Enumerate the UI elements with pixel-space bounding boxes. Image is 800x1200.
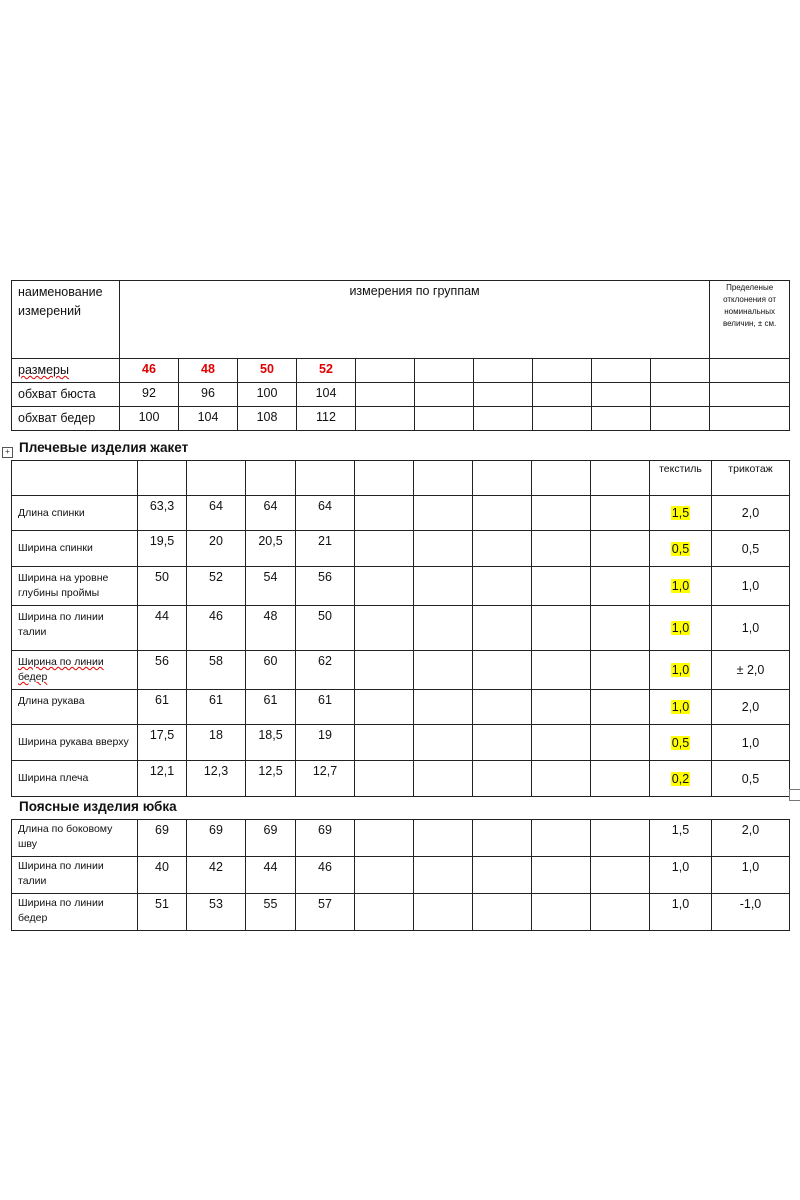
row-label: Ширина по линии бедер: [12, 894, 138, 931]
row-label: Ширина по линии талии: [12, 857, 138, 894]
value-cell: 64: [246, 496, 296, 531]
value-cell: 18,5: [246, 725, 296, 761]
size-cell: 48: [179, 359, 238, 383]
value-cell: 12,1: [138, 761, 187, 797]
value-cell: 51: [138, 894, 187, 931]
size-cell: 52: [297, 359, 356, 383]
skirt-title: Поясные изделия юбка: [19, 799, 177, 814]
row-label: Длина рукава: [12, 690, 138, 725]
table-row: [12, 725, 790, 761]
value-cell: 100: [238, 383, 297, 407]
table-row: [12, 857, 790, 894]
textile-cell: 1,0: [650, 567, 712, 606]
resize-handle-icon[interactable]: [789, 789, 800, 801]
table-row: [12, 761, 790, 797]
value-cell: 42: [187, 857, 246, 894]
knit-cell: 0,5: [712, 761, 790, 797]
value-cell: 57: [296, 894, 355, 931]
textile-cell: 1,0: [650, 606, 712, 651]
table-row: [12, 383, 790, 407]
value-cell: 17,5: [138, 725, 187, 761]
table-row: [12, 407, 790, 431]
header-tolerance: Пределеные отклонения от номинальных величин, ± см.: [710, 281, 790, 359]
knit-cell: 1,0: [712, 857, 790, 894]
value-cell: 56: [138, 651, 187, 690]
value-cell: 40: [138, 857, 187, 894]
value-cell: 62: [296, 651, 355, 690]
value-cell: 20,5: [246, 531, 296, 567]
value-cell: 50: [138, 567, 187, 606]
value-cell: 58: [187, 651, 246, 690]
knit-cell: ± 2,0: [712, 651, 790, 690]
value-cell: 46: [187, 606, 246, 651]
row-label: Длина спинки: [12, 496, 138, 531]
knit-cell: 1,0: [712, 606, 790, 651]
value-cell: 61: [138, 690, 187, 725]
value-cell: 108: [238, 407, 297, 431]
value-cell: 18: [187, 725, 246, 761]
move-handle-icon[interactable]: +: [2, 447, 13, 458]
table-row: [12, 894, 790, 931]
value-cell: 52: [187, 567, 246, 606]
knit-cell: -1,0: [712, 894, 790, 931]
knit-cell: 2,0: [712, 690, 790, 725]
value-cell: 64: [296, 496, 355, 531]
row-label: обхват бюста: [12, 383, 120, 407]
value-cell: 44: [246, 857, 296, 894]
size-cell: 50: [238, 359, 297, 383]
table-row: [12, 651, 790, 690]
value-cell: 104: [179, 407, 238, 431]
size-cell: 46: [120, 359, 179, 383]
value-cell: 12,7: [296, 761, 355, 797]
value-cell: 69: [187, 820, 246, 857]
value-cell: 50: [296, 606, 355, 651]
value-cell: 63,3: [138, 496, 187, 531]
sizes-row: [12, 359, 790, 383]
value-cell: 53: [187, 894, 246, 931]
value-cell: 48: [246, 606, 296, 651]
header-name: наименование измерений: [12, 281, 120, 359]
value-cell: 96: [179, 383, 238, 407]
value-cell: 60: [246, 651, 296, 690]
col-knit: трикотаж: [712, 461, 790, 496]
value-cell: 69: [296, 820, 355, 857]
table-row: [12, 606, 790, 651]
knit-cell: 1,0: [712, 725, 790, 761]
table-row: [12, 496, 790, 531]
row-label: Ширина плеча: [12, 761, 138, 797]
measurements-table: [11, 280, 790, 431]
row-label: Ширина спинки: [12, 531, 138, 567]
textile-cell: 1,0: [650, 690, 712, 725]
value-cell: 20: [187, 531, 246, 567]
value-cell: 92: [120, 383, 179, 407]
textile-cell: 0,2: [650, 761, 712, 797]
textile-cell: 1,0: [650, 651, 712, 690]
value-cell: 61: [296, 690, 355, 725]
value-cell: 61: [187, 690, 246, 725]
value-cell: 61: [246, 690, 296, 725]
textile-cell: 0,5: [650, 531, 712, 567]
value-cell: 55: [246, 894, 296, 931]
row-label: Длина по боковому шву: [12, 820, 138, 857]
col-textile: текстиль: [650, 461, 712, 496]
value-cell: 104: [297, 383, 356, 407]
knit-cell: 2,0: [712, 496, 790, 531]
textile-cell: 0,5: [650, 725, 712, 761]
row-label: Ширина по линии талии: [12, 606, 138, 651]
row-label: обхват бедер: [12, 407, 120, 431]
skirt-table: [11, 819, 790, 931]
value-cell: 54: [246, 567, 296, 606]
jacket-table: [11, 460, 790, 797]
value-cell: 46: [296, 857, 355, 894]
table-row: [12, 531, 790, 567]
header-groups: измерения по группам: [120, 281, 710, 359]
value-cell: 12,3: [187, 761, 246, 797]
table-row: [12, 567, 790, 606]
textile-cell: 1,5: [650, 820, 712, 857]
table-row: [12, 820, 790, 857]
textile-cell: 1,0: [650, 894, 712, 931]
value-cell: 21: [296, 531, 355, 567]
row-label: Ширина по линии бедер: [12, 651, 138, 690]
value-cell: 56: [296, 567, 355, 606]
knit-cell: 0,5: [712, 531, 790, 567]
knit-cell: 1,0: [712, 567, 790, 606]
row-label: Ширина на уровне глубины проймы: [12, 567, 138, 606]
value-cell: 112: [297, 407, 356, 431]
value-cell: 19,5: [138, 531, 187, 567]
value-cell: 100: [120, 407, 179, 431]
sizes-label: размеры: [12, 359, 120, 383]
value-cell: 44: [138, 606, 187, 651]
value-cell: 69: [138, 820, 187, 857]
table-row: [12, 690, 790, 725]
knit-cell: 2,0: [712, 820, 790, 857]
textile-cell: 1,0: [650, 857, 712, 894]
row-label: Ширина рукава вверху: [12, 725, 138, 761]
jacket-title: Плечевые изделия жакет: [19, 440, 189, 455]
value-cell: 69: [246, 820, 296, 857]
textile-cell: 1,5: [650, 496, 712, 531]
value-cell: 12,5: [246, 761, 296, 797]
value-cell: 64: [187, 496, 246, 531]
value-cell: 19: [296, 725, 355, 761]
